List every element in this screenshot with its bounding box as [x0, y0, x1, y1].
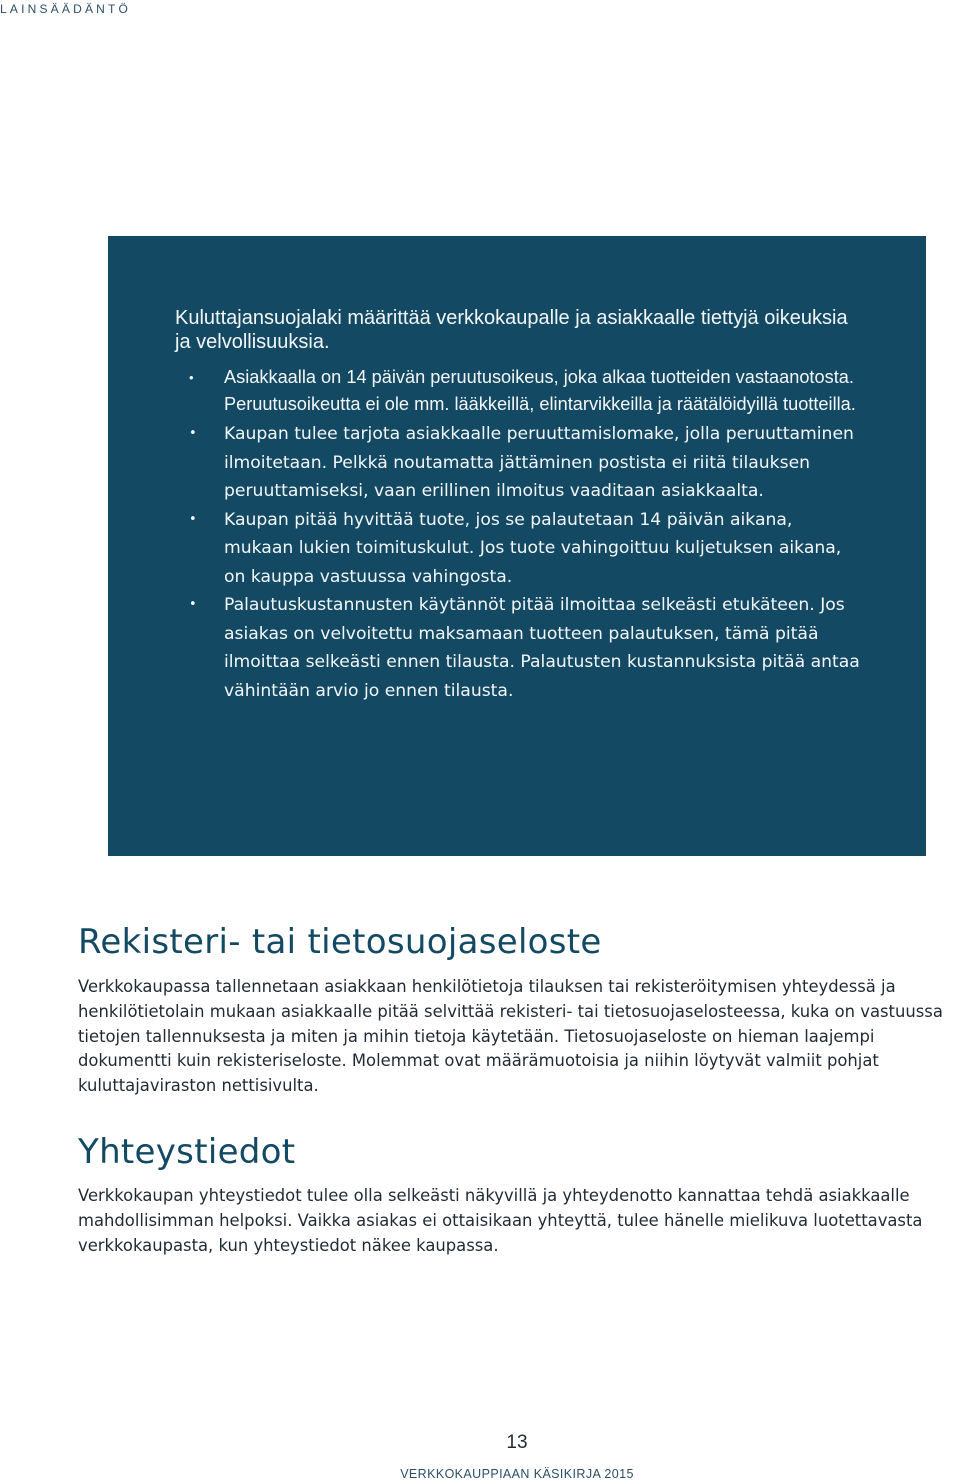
list-item: [175, 506, 866, 592]
list-item: [175, 591, 866, 705]
section-body-register: Verkkokaupassa tallennetaan asiakkaan henkilötietoja tilauksen tai rekisteröitymisen yhteydessä ja henkilötietolain mukaan asiakkaalle pitää selvittää rekisteri- tai tietosuojaselosteessa, kuka on vastuussa tietojen tallennuksesta ja miten ja mihin tietoja käytetään. Tietosuojaseloste on hieman laajempi dokumentti kuin rekisteriseloste. Molemmat ovat määrämuotoisia ja niihin löytyvät valmiit pohjat kuluttajaviraston nettisivulta.: [78, 977, 943, 1096]
bullet-icon: •: [189, 597, 197, 612]
footer-publication: VERKKOKAUPPIAAN KÄSIKIRJA 2015: [400, 1467, 634, 1481]
section-body-contact: Verkkokaupan yhteystiedot tulee olla selkeästi näkyvillä ja yhteydenotto kannattaa tehdä asiakkaalle mahdollisimman helpoksi. Vaikka asiakas ei ottaisikaan yhteyttä, tulee hänelle mielikuva luotettavasta verkkokaupasta, kun yhteystiedot näkee kaupassa.: [78, 1186, 923, 1255]
section-heading-register: Rekisteri- tai tietosuojaseloste: [78, 922, 602, 962]
list-item-text: Kaupan pitää hyvittää tuote, jos se palautetaan 14 päivän aikana, mukaan lukien toimituskulut. Jos tuote vahingoittuu kuljetuksen aikana, on kauppa vastuussa vahingosta.: [224, 509, 842, 587]
list-item-text: Kaupan tulee tarjota asiakkaalle peruuttamislomake, jolla peruuttaminen ilmoitetaan. Pelkkä noutamatta jättäminen postista ei riitä tilauksen peruuttamiseksi, vaan erillinen ilmoitus vaaditaan asiakkaalta.: [224, 424, 854, 501]
list-item-text: Asiakkaalla on 14 päivän peruutusoikeus, joka alkaa tuotteiden vastaanotosta. Peruutusoikeutta ei ole mm. lääkkeillä, elintarvikkeilla ja räätälöidyillä tuotteilla.: [224, 367, 856, 414]
list-item-text: Palautuskustannusten käytännöt pitää ilmoittaa selkeästi etukäteen. Jos asiakas on velvoitettu maksamaan tuotteen palautuksen, tämä pitää ilmoittaa selkeästi ennen tilausta. Palautusten kustannuksista pitää antaa vähintään arvio jo ennen tilausta.: [224, 595, 860, 701]
bullet-icon: •: [189, 426, 197, 441]
section-heading-contact: Yhteystiedot: [78, 1132, 296, 1172]
list-item: [175, 364, 866, 418]
info-box-intro: Kuluttajansuojalaki määrittää verkkokaupalle ja asiakkaalle tiettyjä oikeuksia ja velvollisuuksia.: [175, 307, 848, 353]
bullet-icon: •: [189, 370, 194, 385]
page-number: 13: [506, 1432, 528, 1453]
section-label: LAINSÄÄDÄNTÖ: [0, 2, 132, 16]
info-box: [108, 236, 926, 856]
bullet-icon: •: [189, 511, 197, 527]
list-item: [175, 420, 866, 506]
rights-list: [175, 364, 866, 705]
